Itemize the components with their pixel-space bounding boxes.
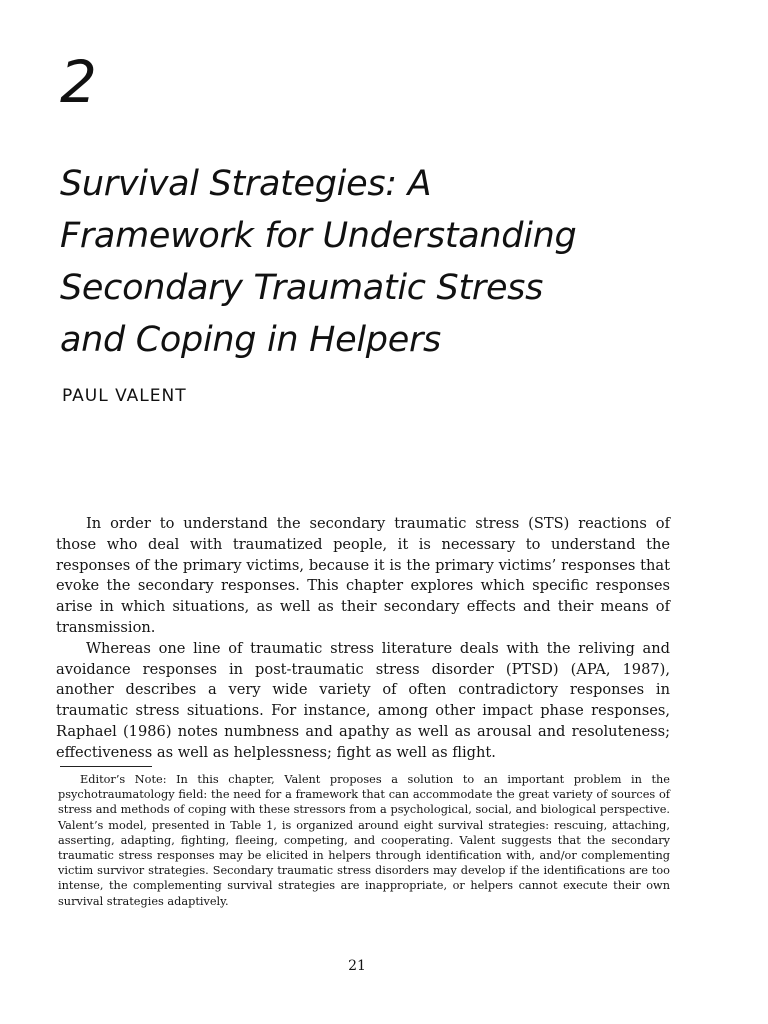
editors-note [58, 772, 670, 909]
page-number: 21 [348, 958, 366, 974]
author-name: PAUL VALENT [62, 386, 187, 406]
chapter-title [60, 158, 750, 366]
chapter-title-line: Framework for Understanding [60, 216, 577, 256]
editors-note-text: Editor’s Note: In this chapter, Valent proposes a solution to an important problem in the psychotraumatology field: the need for a framework that can accommodate the great variety of sources of stress and methods of coping with these stressors from a psychological, social, and biological perspective. Valent’s model, presented in Table 1, is organized around eight survival strategies: rescuing, attaching, asserting, adapting, fighting, fleeing, competing, and cooperating. Valent suggests that the secondary traumatic stress responses may be elicited in helpers through identification with, and/or complementing victim survivor strategies. Secondary traumatic stress disorders may develop if the identifications are too intense, the complementing survival strategies are inappropriate, or helpers cannot execute their own survival strategies adaptively. [58, 773, 670, 908]
body-text [56, 514, 670, 764]
body-paragraph: In order to understand the secondary traumatic stress (STS) reactions of those who deal with traumatized people, it is necessary to understand the responses of the primary victims, because it is the primary victims’ responses that evoke the secondary responses. This chapter explores which specific responses arise in which situations, as well as their secondary effects and their means of transmission. [56, 515, 670, 636]
chapter-title-line: Survival Strategies: A [60, 164, 432, 204]
chapter-title-line: and Coping in Helpers [60, 320, 441, 360]
chapter-title-line: Secondary Traumatic Stress [60, 268, 544, 308]
chapter-number: 2 [60, 48, 97, 116]
footnote-divider [60, 766, 152, 767]
body-paragraph: Whereas one line of traumatic stress literature deals with the reliving and avoidance responses in post-traumatic stress disorder (PTSD) (APA, 1987), another describes a very wide variety of often contradictory responses in traumatic stress situations. For instance, among other impact phase responses, Raphael (1986) notes numbness and apathy as well as arousal and resoluteness; effectiveness as well as helplessness; fight as well as flight. [56, 639, 670, 761]
